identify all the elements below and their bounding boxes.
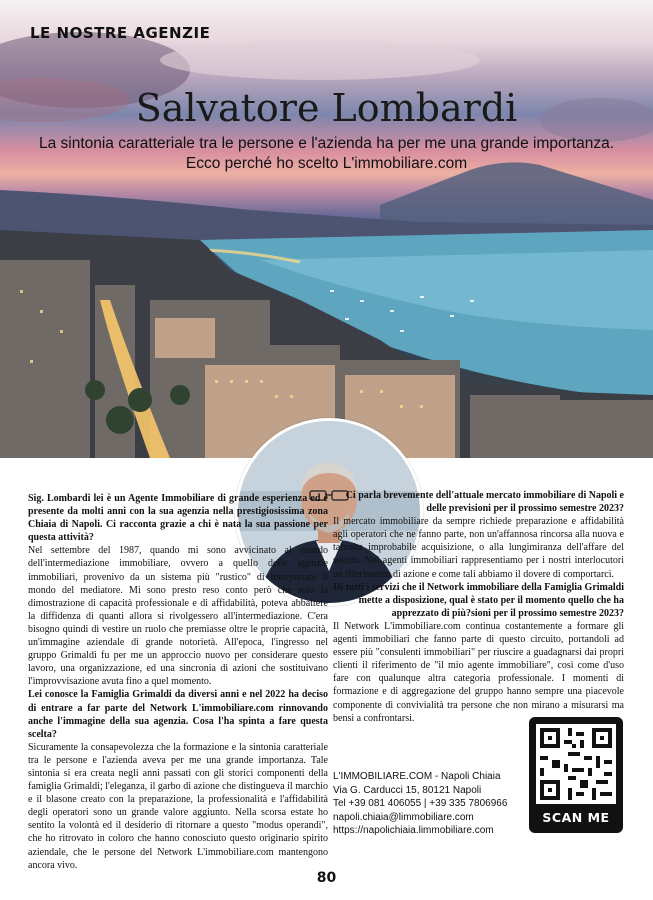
qr-label: SCAN ME [542,810,610,825]
subtitle-line-2: Ecco perché ho scelto L'immobiliare.com [185,155,468,172]
subtitle-line-1: La sintonia caratteriale tra le persone e l'azienda ha per me una grande importanza. [38,135,615,152]
section-tag: LE NOSTRE AGENZIE [30,24,211,42]
question-4: Di tutti i servizi che il Network immobiliare della Famiglia Grimaldi mette a disposizione, qual è stato per il momento quello che ha apprezzato di più?sioni per il prossimo semestre 2023? [333,581,624,619]
answer-4: Il Network L'immobiliare.com continua costantemente a formare gli agenti immobiliari che fanno parte di questo circuito, portandoli ad essere più "consulenti immobiliari" per riuscire a guadagnarsi dai propri clienti il riferimento de "il mio agente immobiliare", così come d'uso fare con qualunque altra categoria professionale. I momenti di formazione e di aggregazione del gruppo hanno sempre una piacevole componente di convivialità tra persone che non mirano a misurarsi ma bensì a confrontarsi. [333,620,624,724]
article-right-column [333,489,624,725]
agency-address: Via G. Carducci 15, 80121 Napoli [333,784,482,796]
question-3: Ci parla brevemente dell'attuale mercato immobiliare di Napoli e delle previsioni per il prossimo semestre 2023? [345,490,624,515]
answer-3: Il mercato immobiliare da sempre richiede preparazione e affidabilità agli operatori che ne fanno parte, non un'affannosa rincorsa alla nuova e talvolta improbabile acquisizione, o alla lungimiranza dell'affare del secolo. Noi agenti immobiliari rappresentiamo per i nostri interlocutori un riferimento di azione e come tali abbiamo il dovere di comportarci. [333,516,624,580]
question-1: Sig. Lombardi lei è un Agente Immobiliare di grande esperienza ed è presente da molti anni con la sua agenzia nella prestigiosissima zona Chiaia di Napoli. Ci racconta grazie a chi è nata la sua passione per questa attività? [28,493,328,544]
question-2: Lei conosce la Famiglia Grimaldi da diversi anni e nel 2022 ha deciso di entrare a far parte del Network L'immobiliare.com rinnovando anche l'immagine della sua agenzia. Cosa l'ha spinta a fare questa scelta? [28,689,328,740]
qr-pattern [536,724,616,804]
page-number: 80 [316,870,337,886]
agency-website: https://napolichiaia.limmobiliare.com [333,825,494,837]
agency-email: napoli.chiaia@limmobiliare.com [333,811,474,823]
agency-phone: Tel +39 081 406055 | +39 335 7806966 [333,798,508,810]
agency-name: L'IMMOBILIARE.COM - Napoli Chiaia [333,771,501,782]
answer-1: Nel settembre del 1987, quando mi sono avvicinato al mondo dell'intermediazione immobiliare, ovvero a quello delle agenzie immobiliari, provenivo da un sistema più "rustico" di interpretare il mondo del mediatore. Mi sono presto reso conto però che solo la dimostrazione di capacità professionale e di affidabilità, poteva abbattere la diffidenza di quanti allora si rivolgessero all'intermediazione. C'era bisogno quindi di vestire un ruolo che premiasse oltre le proprie capacità, un'immagine aziendale di grande notorietà. All'epoca, l'ingresso nel gruppo Grimaldi fu per me un approccio nuovo per considerare questo lavoro, una organizzazione, ed una sincronia di azioni che sostituivano l'improvvisazione avuta fino a quel momento. [28,545,328,688]
page-title: Salvatore Lombardi [135,86,518,130]
contact-block [333,770,533,838]
answer-2: Sicuramente la consapevolezza che la formazione e la sintonia caratteriale tra le persone e l'azienda aveva per me una grande importanza. Tale sintonia si era creata negli anni passati con gli storici componenti della famiglia Grimaldi; l'eleganza, il garbo di azione che distingueva il marchio e il blasone creato con la preparazione, la professionalità e l'affidabilità degli operatori sono un grande valore aggiunto. Nella scorsa estate ho sentito la volontà ed il desiderio di ritornare a questo "modus operandi", che ho ritrovato in coloro che hanno conosciuto questo originario spirito aziendale, che le persone del Network L'immobiliare.com mantengono ancora vivo. [28,741,328,871]
qr-code [529,717,623,833]
article-left-column [28,492,328,872]
